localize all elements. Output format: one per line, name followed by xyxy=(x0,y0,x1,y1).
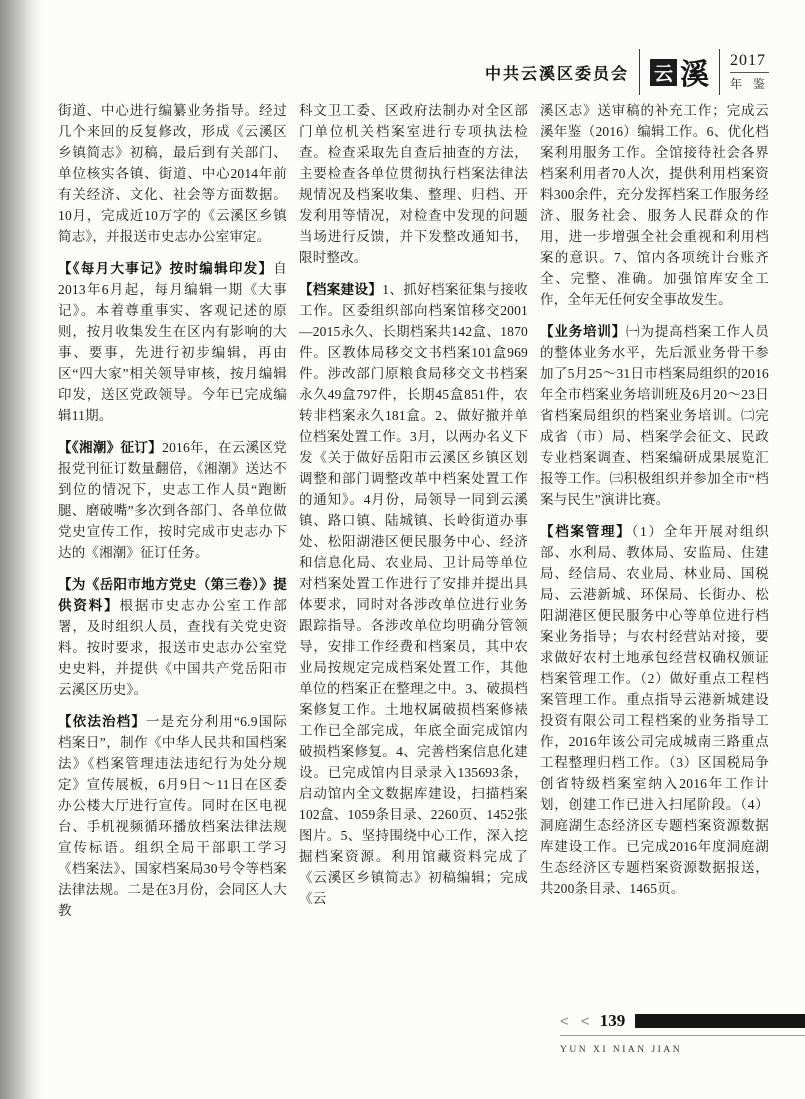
paragraph xyxy=(540,100,769,310)
scan-edge-gradient xyxy=(0,0,42,1099)
entry-text: 2016年，在云溪区党报党刊征订数量翻倍，《湘潮》送达不到位的情况下，史志工作人员“跑断腿、磨破嘴”多次到各部门、各单位做党史宣传工作，按时完成市史志办下达的《湘潮》征订任务。 xyxy=(58,440,287,560)
paragraph xyxy=(58,574,287,700)
paragraph xyxy=(58,711,287,921)
entry-text: 溪区志》送审稿的补充工作；完成云溪年鉴（2016）编辑工作。6、优化档案利用服务工作。全馆接待社会各界档案利用者70人次，提供利用档案资料300余件，充分发挥档案工作服务经济、服务社会、服务人民群众的作用，进一步增强全社会重视和利用档案的意识。7、馆内各项统计台账齐全、完整、准确。加强馆库安全工作，全年无任何安全事故发生。 xyxy=(540,103,769,307)
entry-text: 科文卫工委、区政府法制办对全区部门单位机关档案室进行专项执法检查。检查采取先自查后抽查的方法，主要检查各单位贯彻执行档案法律法规情况及档案收集、整理、归档、开发利用等情况，对检查中发现的问题当场进行反馈，并下发整改通知书，限时整改。 xyxy=(299,103,528,265)
paragraph xyxy=(299,279,528,909)
entry-text: 根据市史志办公室工作部署，及时组织人员，查找有关党史资料。按时要求，报送市史志办公室党史史料，并提供《中国共产党岳阳市云溪区历史》。 xyxy=(58,598,287,697)
text-column-2 xyxy=(299,100,528,992)
entry-heading: 【为《岳阳市地方党史（第三卷）》提供资料】 xyxy=(58,577,287,613)
entry-heading: 【依法治档】 xyxy=(58,714,146,729)
page-number-row xyxy=(560,1011,805,1031)
entry-heading: 【《湘潮》征订】 xyxy=(58,440,163,455)
logo-yun-character: 云 xyxy=(650,59,677,86)
yearbook-label: 年 鉴 xyxy=(729,77,769,91)
entry-text: 街道、中心进行编纂业务指导。经过几个来回的反复修改，形成《云溪区乡镇简志》初稿，最后到有关部门、单位核实各镇、街道、中心2014年前有关经济、文化、社会等方面数据。10月，完成近10万字的《云溪区乡镇简志》，并报送市史志办公室审定。 xyxy=(58,103,287,244)
paragraph xyxy=(58,100,287,247)
romanized-title: YUN XI NIAN JIAN xyxy=(560,1045,683,1055)
page-header xyxy=(485,46,769,98)
entry-text: 自2013年6月起，每月编辑一期《大事记》。本着尊重事实、客观记述的原则，按月收集发生在区内有影响的大事、要事，先进行初步编辑，再由区“四大家”相关领导审核，按月编辑印发，送区党政领导。今年已完成编辑11期。 xyxy=(58,261,287,423)
logo-xi-character: 溪 xyxy=(679,58,709,91)
page-footer xyxy=(560,1011,805,1057)
footer-black-bar xyxy=(635,1014,805,1028)
paragraph xyxy=(540,521,769,899)
text-column-1 xyxy=(58,100,287,992)
paragraph xyxy=(540,321,769,510)
text-column-3 xyxy=(540,100,769,992)
entry-text: ㈠为提高档案工作人员的整体业务水平，先后派业务骨干参加了5月25～31日市档案局组织的2016年全市档案业务培训班及6月20～23日省档案局组织的档案业务培训。㈡完成省（市）局、档案学会征文、民政专业档案调查、档案编研成果展览汇报等工作。㈢积极组织并参加全市“档案与民生”演讲比赛。 xyxy=(540,324,769,507)
year-label: 2017 xyxy=(729,52,766,69)
header-divider-right xyxy=(719,49,720,95)
entry-heading: 【档案管理】 xyxy=(540,524,632,539)
paragraph xyxy=(299,100,528,268)
entry-text: 一是充分利用“6.9国际档案日”，制作《中华人民共和国档案法》《档案管理违法违纪行为处分规定》宣传展板，6月9日～11日在区委办公楼大厅进行宣传。同时在区电视台、手机视频循环播放档案法律法规宣传标语。组织全局干部职工学习《档案法》、国家档案局30号令等档案法律法规。二是在3月份，会同区人大教 xyxy=(58,714,287,918)
year-divider xyxy=(730,72,769,73)
committee-title: 中共云溪区委员会 xyxy=(484,65,629,83)
entry-text: 1、抓好档案征集与接收工作。区委组织部向档案馆移交2001—2015永久、长期档案共142盒、1870件。区教体局移交文书档案101盒969件。涉改部门原粮食局移交文书档案永久49盒797件，长期45盒851件，农转非档案永久181盒。2、做好撤并单位档案处置工作。3月，以两办名义下发《关于做好岳阳市云溪区乡镇区划调整和部门调整改革中档案处置工作的通知》。4月份，局领导一同到云溪镇、路口镇、陆城镇、长岭街道办事处、松阳湖港区便民服务中心、经济和信息化局、农业局、卫计局等单位对档案处置工作进行了安排并提出具体要求，同时对各涉改单位进行业务跟踪指导。各涉改单位均明确分管领导，安排工作经费和档案员，其中农业局按规定完成档案处置工作，其他单位的档案正在整理之中。3、破损档案修复工作。土地权属破损档案修裱工作已全部完成，年底全面完成馆内破损档案修复。4、完善档案信息化建设。已完成馆内目录录入135693条，启动馆内全文数据库建设，扫描档案102盒、1059条目录、2260页、1452张图片。5、坚持围绕中心工作，深入挖掘档案资源。利用馆藏资料完成了《云溪区乡镇简志》初稿编辑；完成《云 xyxy=(299,282,528,906)
entry-heading: 【档案建设】 xyxy=(299,282,383,297)
entry-text: （1）全年开展对组织部、水利局、教体局、安监局、住建局、经信局、农业局、林业局、国税局、云港新城、环保局、长街办、松阳湖港区便民服务中心等单位进行档案业务指导；与农村经营站对接，要求做好农村土地承包经营权确权颁证档案管理工作。（2）做好重点工程档案管理工作。重点指导云港新城建设投资有限公司工程档案的业务指导工作，2016年该公司完成城南三路重点工程整理归档工作。（3）区国税局争创省特级档案室纳入2016年工作计划，创建工作已进入扫尾阶段。（4）洞庭湖生态经济区专题档案资源数据库建设工作。已完成2016年度洞庭湖生态经济区专题档案资源数据报送，共200条目录、1465页。 xyxy=(540,524,769,896)
page-number: 139 xyxy=(599,1011,626,1030)
romanized-title-wrap xyxy=(560,1035,805,1057)
header-divider-left xyxy=(639,49,640,95)
text-columns xyxy=(58,100,769,992)
entry-heading: 【业务培训】 xyxy=(540,324,627,339)
yearbook-year-block xyxy=(730,52,769,92)
paragraph xyxy=(58,258,287,426)
entry-heading: 【《每月大事记》按时编辑印发】 xyxy=(58,261,274,276)
yunxi-logo xyxy=(650,52,709,93)
page-arrows: < < xyxy=(560,1012,594,1030)
paragraph xyxy=(58,437,287,563)
